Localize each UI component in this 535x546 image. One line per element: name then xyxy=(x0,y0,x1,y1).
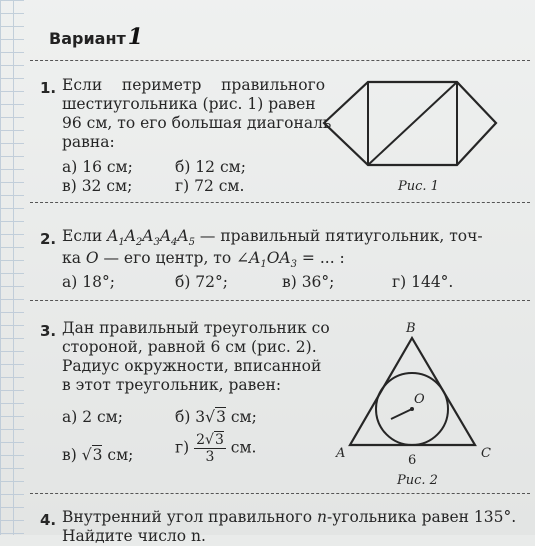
question-4-line-2: Найдите число n. xyxy=(62,527,206,545)
question-3-text xyxy=(62,319,330,395)
angle-notation: $A_1OA_3$ xyxy=(249,249,297,271)
variant-header xyxy=(49,24,143,50)
q3-answer-g: г) $\frac{2√3}{3}$ см. xyxy=(175,432,257,465)
question-3-number: 3. xyxy=(40,322,57,340)
separator-line xyxy=(30,60,530,61)
question-3-line: стороной, равной 6 см (рис. 2). xyxy=(62,338,317,356)
q1-answer-a: а) 16 см; xyxy=(62,158,133,176)
variant-title: Вариант xyxy=(49,29,126,48)
question-2-number: 2. xyxy=(40,230,57,248)
question-3-line: в этот треугольник, равен: xyxy=(62,376,282,394)
question-4-line-1: Внутренний угол правильного n-угольника равен 135°. xyxy=(62,508,517,526)
q1-answer-v: в) 32 см; xyxy=(62,177,133,195)
question-1-line: Если периметр правильного xyxy=(62,76,326,94)
radius-line xyxy=(391,409,412,419)
question-1-line: шестиугольника (рис. 1) равен xyxy=(62,95,316,113)
q3-answer-a: а) 2 см; xyxy=(62,408,123,426)
q2-answer-g: г) 144°. xyxy=(392,273,454,291)
separator-line xyxy=(30,493,530,494)
question-2-line-2: ка O — его центр, то $\angle A_1OA_3$ = ... : xyxy=(62,249,345,271)
q2-answer-v: в) 36°; xyxy=(282,273,335,291)
fraction: $\frac{2√3}{3}$ xyxy=(196,432,224,465)
hexagon-diagonal xyxy=(368,82,457,165)
question-2-line-1: Если $A_1A_2A_3A_4A_5$ — правильный пятиугольник, точ- xyxy=(62,227,483,249)
q2-answer-b: б) 72°; xyxy=(175,273,229,291)
figure-2-caption: Рис. 2 xyxy=(397,473,438,488)
triangle-figure xyxy=(330,318,505,478)
side-length-label: 6 xyxy=(408,453,417,468)
triangle-outline xyxy=(350,338,475,445)
variant-number: 1 xyxy=(127,24,144,50)
q3-answer-v: в) √3 см; xyxy=(62,446,134,464)
figure-1-caption: Рис. 1 xyxy=(398,179,439,194)
question-1-line: 96 см, то его большая диагональ xyxy=(62,114,332,132)
q1-answer-b: б) 12 см; xyxy=(175,158,246,176)
question-1-text xyxy=(62,76,331,152)
graph-paper-margin xyxy=(0,0,24,535)
question-1-number: 1. xyxy=(40,79,57,97)
separator-line xyxy=(30,300,530,301)
vertex-label-c: C xyxy=(481,446,491,461)
separator-line xyxy=(30,202,530,203)
question-1-line: равна: xyxy=(62,133,115,151)
question-4-number: 4. xyxy=(40,511,57,529)
hexagon-outline xyxy=(324,82,496,165)
question-3-line: Дан правильный треугольник со xyxy=(62,319,330,337)
vertex-label-a: A xyxy=(336,446,346,461)
hexagon-figure xyxy=(318,76,502,172)
pentagon-notation: $A_1A_2A_3A_4A_5$ xyxy=(107,227,195,249)
q3-answer-b: б) 3√3 см; xyxy=(175,408,257,426)
center-label-o: O xyxy=(414,392,425,407)
question-3-line: Радиус окружности, вписанной xyxy=(62,357,322,375)
vertex-label-b: B xyxy=(406,321,416,336)
q1-answer-g: г) 72 см. xyxy=(175,177,245,195)
q2-answer-a: а) 18°; xyxy=(62,273,115,291)
